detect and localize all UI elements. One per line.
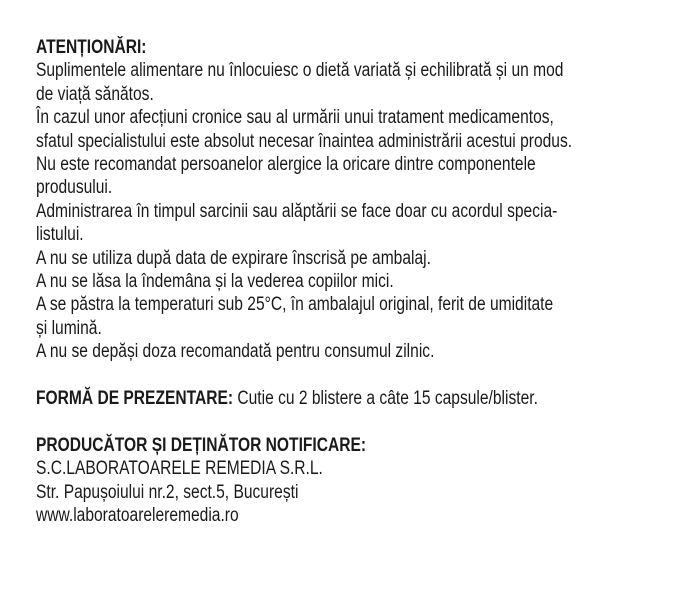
warning-line: A se păstra la temperaturi sub 25°C, în ambalajul original, ferit de umiditate [36, 294, 554, 316]
warning-line: listului. [36, 224, 84, 246]
warning-line: sfatul specialistului este absolut necesar înaintea administrării acestui produs. [36, 130, 573, 152]
spacer [36, 364, 667, 387]
presentation-line [36, 387, 667, 410]
producer-heading: PRODUCĂTOR ȘI DEȚINĂTOR NOTIFICARE: [36, 434, 367, 456]
warning-line: A nu se lăsa la îndemâna și la vederea copiilor mici. [36, 271, 394, 293]
warning-line: Administrarea în timpul sarcinii sau alăptării se face doar cu acordul specia- [36, 200, 558, 222]
producer-address: Str. Papușoiului nr.2, sect.5, București [36, 481, 299, 503]
warning-line: A nu se utiliza după data de expirare înscrisă pe ambalaj. [36, 247, 431, 269]
producer-website: www.laboratoareleremedia.ro [36, 505, 239, 527]
warning-line: de viață sănătos. [36, 83, 154, 105]
warning-line: Suplimentele alimentare nu înlocuiesc o dietă variată și echilibrată și un mod [36, 60, 564, 82]
warning-line: și lumină. [36, 317, 102, 339]
warning-line: Nu este recomandat persoanelor alergice la oricare dintre componentele [36, 154, 536, 176]
warning-line: produsului. [36, 177, 113, 199]
presentation-value: Cutie cu 2 blistere a câte 15 capsule/blister. [233, 388, 538, 410]
producer-company: S.C.LABORATOARELE REMEDIA S.R.L. [36, 458, 323, 480]
warning-line: A nu se depăși doza recomandată pentru consumul zilnic. [36, 341, 435, 363]
warning-line: În cazul unor afecțiuni cronice sau al urmării unui tratament medicamentos, [36, 107, 554, 129]
warnings-heading: ATENȚIONĂRI: [36, 37, 147, 58]
presentation-label: FORMĂ DE PREZENTARE: [36, 388, 234, 410]
product-label-text [36, 36, 667, 528]
spacer [36, 410, 667, 433]
